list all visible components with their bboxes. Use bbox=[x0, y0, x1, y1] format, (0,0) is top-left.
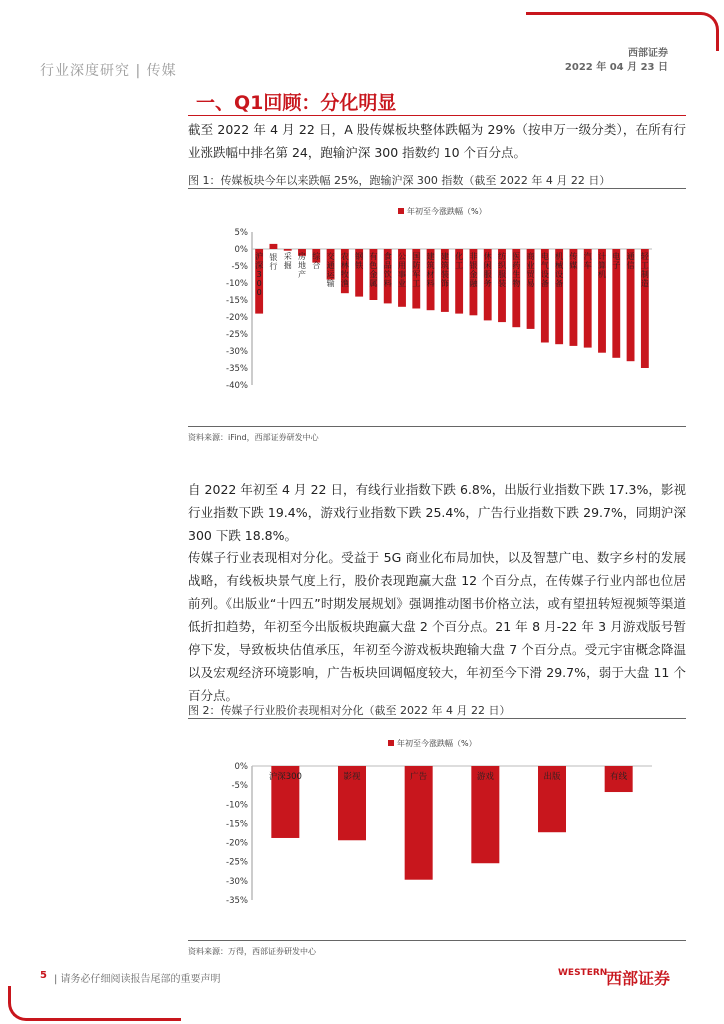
x-tick-label: 织 bbox=[498, 261, 506, 270]
page-number: 5 bbox=[40, 970, 47, 981]
y-tick-label: -40% bbox=[226, 381, 248, 391]
header-corner-decoration bbox=[526, 12, 719, 51]
x-tick-label: 纺 bbox=[498, 252, 506, 261]
x-tick-label: 运 bbox=[326, 270, 335, 279]
x-tick-label: 0 bbox=[256, 288, 262, 297]
x-tick-label: 金 bbox=[369, 270, 378, 279]
y-tick-label: -10% bbox=[226, 279, 248, 289]
x-tick-label: 贸 bbox=[526, 270, 535, 279]
x-tick-label: 信 bbox=[626, 261, 635, 270]
x-tick-label: 饮 bbox=[383, 270, 392, 279]
bar bbox=[270, 244, 278, 249]
legend-swatch bbox=[388, 740, 394, 746]
x-tick-label: 公 bbox=[398, 252, 406, 261]
report-category: 行业深度研究 | 传媒 bbox=[40, 63, 177, 79]
x-tick-label: 传 bbox=[569, 252, 578, 261]
x-tick-label: 备 bbox=[540, 279, 549, 288]
footer-disclaimer: | 请务必仔细阅读报告尾部的重要声明 bbox=[54, 974, 221, 985]
x-tick-label: 工 bbox=[455, 261, 464, 270]
x-tick-label: 备 bbox=[555, 279, 564, 288]
x-tick-label: 汽 bbox=[583, 252, 592, 261]
footer-logo-cn: 西部证券 bbox=[606, 969, 671, 988]
x-tick-label: 设 bbox=[540, 270, 549, 279]
x-tick-label: 房 bbox=[298, 252, 306, 261]
x-tick-label: 有 bbox=[369, 252, 378, 261]
x-tick-label: 设 bbox=[555, 270, 564, 279]
x-tick-label: 电 bbox=[612, 252, 621, 261]
legend-label: 年初至今涨跌幅（%） bbox=[397, 739, 477, 748]
x-tick-label: 气 bbox=[540, 261, 549, 270]
x-tick-label: 军 bbox=[412, 270, 421, 279]
y-tick-label: -30% bbox=[226, 876, 248, 887]
y-tick-label: -35% bbox=[226, 364, 248, 374]
x-tick-label: 药 bbox=[512, 261, 521, 270]
x-tick-label: 渔 bbox=[340, 279, 349, 288]
x-tick-label: 输 bbox=[326, 279, 335, 288]
x-tick-label: 业 bbox=[398, 279, 406, 288]
x-tick-label: 物 bbox=[512, 279, 521, 288]
footer-corner-decoration bbox=[8, 986, 181, 1021]
y-tick-label: -5% bbox=[231, 262, 248, 272]
y-tick-label: 0% bbox=[234, 245, 248, 255]
x-tick-label: 闲 bbox=[483, 261, 492, 270]
figure-2-bottom-rule bbox=[188, 940, 686, 941]
x-tick-label: 通 bbox=[326, 261, 335, 270]
y-tick-label: -25% bbox=[226, 857, 248, 868]
x-tick-label: 机 bbox=[555, 252, 564, 261]
x-tick-label: 电 bbox=[540, 252, 549, 261]
y-tick-label: -30% bbox=[226, 347, 248, 357]
x-tick-label: 影视 bbox=[343, 772, 361, 782]
x-tick-label: 银 bbox=[269, 253, 278, 262]
x-tick-label: 食 bbox=[383, 252, 392, 261]
x-tick-label: 工 bbox=[640, 261, 649, 270]
x-tick-label: 轻 bbox=[640, 252, 649, 261]
figure-1-top-rule bbox=[188, 188, 686, 189]
x-tick-label: 商 bbox=[526, 252, 535, 261]
x-tick-label: 金 bbox=[469, 270, 478, 279]
x-tick-label: 通 bbox=[626, 252, 635, 261]
x-tick-label: 休 bbox=[483, 252, 492, 261]
x-tick-label: 务 bbox=[483, 279, 492, 288]
figure-1-bottom-rule bbox=[188, 426, 686, 427]
x-tick-label: 国 bbox=[412, 252, 421, 261]
figure-2-top-rule bbox=[188, 718, 686, 719]
x-tick-label: 游戏 bbox=[476, 772, 494, 782]
x-tick-label: 交 bbox=[326, 252, 335, 261]
x-tick-label: 行 bbox=[269, 262, 278, 271]
figure-2-source: 资料来源：万得，西部证券研发中心 bbox=[188, 947, 316, 956]
x-tick-label: 林 bbox=[340, 261, 349, 270]
x-tick-label: 筑 bbox=[440, 261, 449, 270]
x-tick-label: 车 bbox=[583, 261, 592, 270]
x-tick-label: 出版 bbox=[543, 772, 561, 782]
y-tick-label: -10% bbox=[226, 800, 248, 811]
x-tick-label: 事 bbox=[398, 270, 406, 279]
y-tick-label: -15% bbox=[226, 296, 248, 306]
x-tick-label: 生 bbox=[512, 270, 521, 279]
x-tick-label: 广告 bbox=[410, 772, 428, 782]
paragraph-2: 自 2022 年初至 4 月 22 日，有线行业指数下跌 6.8%，出版行业指数下跌 17.3%，影视行业指数下跌 19.4%，游戏行业指数下跌 25.4%，广告行业指数下跌 29.7%，同期沪深 300 下跌 18.8%。 bbox=[188, 482, 686, 543]
figure-1-chart bbox=[188, 192, 686, 424]
x-tick-label: 有线 bbox=[610, 772, 628, 782]
footer-logo-en: WESTERN bbox=[558, 968, 608, 978]
paragraph-3: 传媒子行业表现相对分化。受益于 5G 商业化布局加快，以及智慧广电、数字乡村的发展战略，有线板块景气度上行，股价表现跑赢大盘 12 个百分点，在传媒子行业内部也位居前列。《出版业“十四五”时期发展规划》强调推动图书价格立法，或有望扭转短视频等渠道低折扣趋势，年初至今出版板块跑赢大盘 2 个百分点。21 年 8 月-22 年 3 月游戏版号暂停下发，导致板块估值承压，年初至今游戏板块跑输大盘 7 个百分点。受元宇宙概念降温以及宏观经济环境影响，广告板块回调幅度较大，年初至今下滑 29.7%，弱于大盘 11 个百分点。 bbox=[188, 550, 686, 703]
x-tick-label: 媒 bbox=[569, 261, 578, 270]
x-tick-label: 料 bbox=[383, 279, 392, 288]
x-tick-label: 计 bbox=[598, 252, 606, 261]
x-tick-label: 产 bbox=[298, 270, 306, 279]
x-tick-label: 属 bbox=[369, 279, 378, 288]
x-tick-label: 建 bbox=[426, 252, 435, 261]
x-tick-label: 铁 bbox=[355, 261, 364, 270]
x-tick-label: 服 bbox=[483, 270, 492, 279]
bar bbox=[284, 249, 292, 251]
y-tick-label: -25% bbox=[226, 330, 248, 340]
y-tick-label: -35% bbox=[226, 896, 248, 906]
x-tick-label: 算 bbox=[598, 261, 606, 270]
x-tick-label: 械 bbox=[555, 261, 564, 270]
x-tick-label: 综 bbox=[312, 252, 321, 261]
figure-2-chart bbox=[188, 724, 686, 934]
x-tick-label: 制 bbox=[640, 270, 649, 279]
x-tick-label: 3 bbox=[256, 270, 262, 279]
x-tick-label: 易 bbox=[526, 279, 535, 288]
y-tick-label: 0% bbox=[234, 762, 248, 772]
x-tick-label: 饰 bbox=[440, 279, 449, 288]
x-tick-label: 非 bbox=[469, 252, 478, 261]
bar bbox=[405, 766, 433, 880]
x-tick-label: 融 bbox=[469, 279, 478, 288]
x-tick-label: 农 bbox=[340, 252, 349, 261]
x-tick-label: 合 bbox=[312, 261, 321, 270]
x-tick-label: 装 bbox=[440, 270, 449, 279]
x-tick-label: 银 bbox=[469, 261, 478, 270]
x-tick-label: 色 bbox=[369, 261, 378, 270]
figure-2-caption: 图 2：传媒子行业股价表现相对分化（截至 2022 年 4 月 22 日） bbox=[188, 704, 511, 717]
x-tick-label: 机 bbox=[598, 270, 606, 279]
x-tick-label: 沪深300 bbox=[268, 772, 302, 782]
x-tick-label: 工 bbox=[412, 279, 421, 288]
paragraph-1: 截至 2022 年 4 月 22 日，A 股传媒板块整体跌幅为 29%（按申万一级分类），在所有行业涨跌幅中排名第 24，跑输沪深 300 指数约 10 个百分点。 bbox=[188, 122, 686, 160]
x-tick-label: 子 bbox=[612, 261, 621, 270]
y-tick-label: 5% bbox=[234, 228, 248, 238]
y-tick-label: -20% bbox=[226, 838, 248, 849]
x-tick-label: 装 bbox=[498, 279, 506, 288]
x-tick-label: 0 bbox=[256, 279, 262, 288]
brand-name: 西部证券 bbox=[628, 48, 668, 59]
x-tick-label: 采 bbox=[283, 252, 292, 261]
x-tick-label: 造 bbox=[640, 279, 649, 288]
legend-label: 年初至今涨跌幅（%） bbox=[407, 207, 487, 216]
x-tick-label: 牧 bbox=[340, 270, 349, 279]
x-tick-label: 医 bbox=[512, 252, 521, 261]
section-title: 一、Q1回顾：分化明显 bbox=[196, 92, 397, 114]
x-tick-label: 建 bbox=[440, 252, 449, 261]
section-divider bbox=[188, 115, 686, 116]
x-tick-label: 掘 bbox=[283, 261, 292, 270]
figure-1-caption: 图 1：传媒板块今年以来跌幅 25%，跑输沪深 300 指数（截至 2022 年 4 月 22 日） bbox=[188, 174, 611, 187]
y-tick-label: -15% bbox=[226, 819, 248, 830]
x-tick-label: 防 bbox=[412, 261, 421, 270]
x-tick-label: 料 bbox=[426, 279, 435, 288]
y-tick-label: -20% bbox=[226, 313, 248, 323]
x-tick-label: 材 bbox=[426, 270, 435, 279]
x-tick-label: 化 bbox=[455, 252, 464, 261]
legend-swatch bbox=[398, 208, 404, 214]
y-tick-label: -5% bbox=[231, 781, 248, 792]
x-tick-label: 服 bbox=[498, 270, 506, 279]
figure-1-source: 资料来源：iFind，西部证券研发中心 bbox=[188, 433, 319, 442]
x-tick-label: 筑 bbox=[426, 261, 435, 270]
x-tick-label: 沪 bbox=[255, 252, 264, 261]
x-tick-label: 用 bbox=[398, 261, 406, 270]
x-tick-label: 业 bbox=[526, 261, 535, 270]
x-tick-label: 深 bbox=[255, 261, 264, 270]
x-tick-label: 钢 bbox=[355, 252, 364, 261]
x-tick-label: 地 bbox=[298, 261, 306, 270]
report-date: 2022 年 04 月 23 日 bbox=[564, 62, 668, 73]
x-tick-label: 品 bbox=[383, 261, 392, 270]
